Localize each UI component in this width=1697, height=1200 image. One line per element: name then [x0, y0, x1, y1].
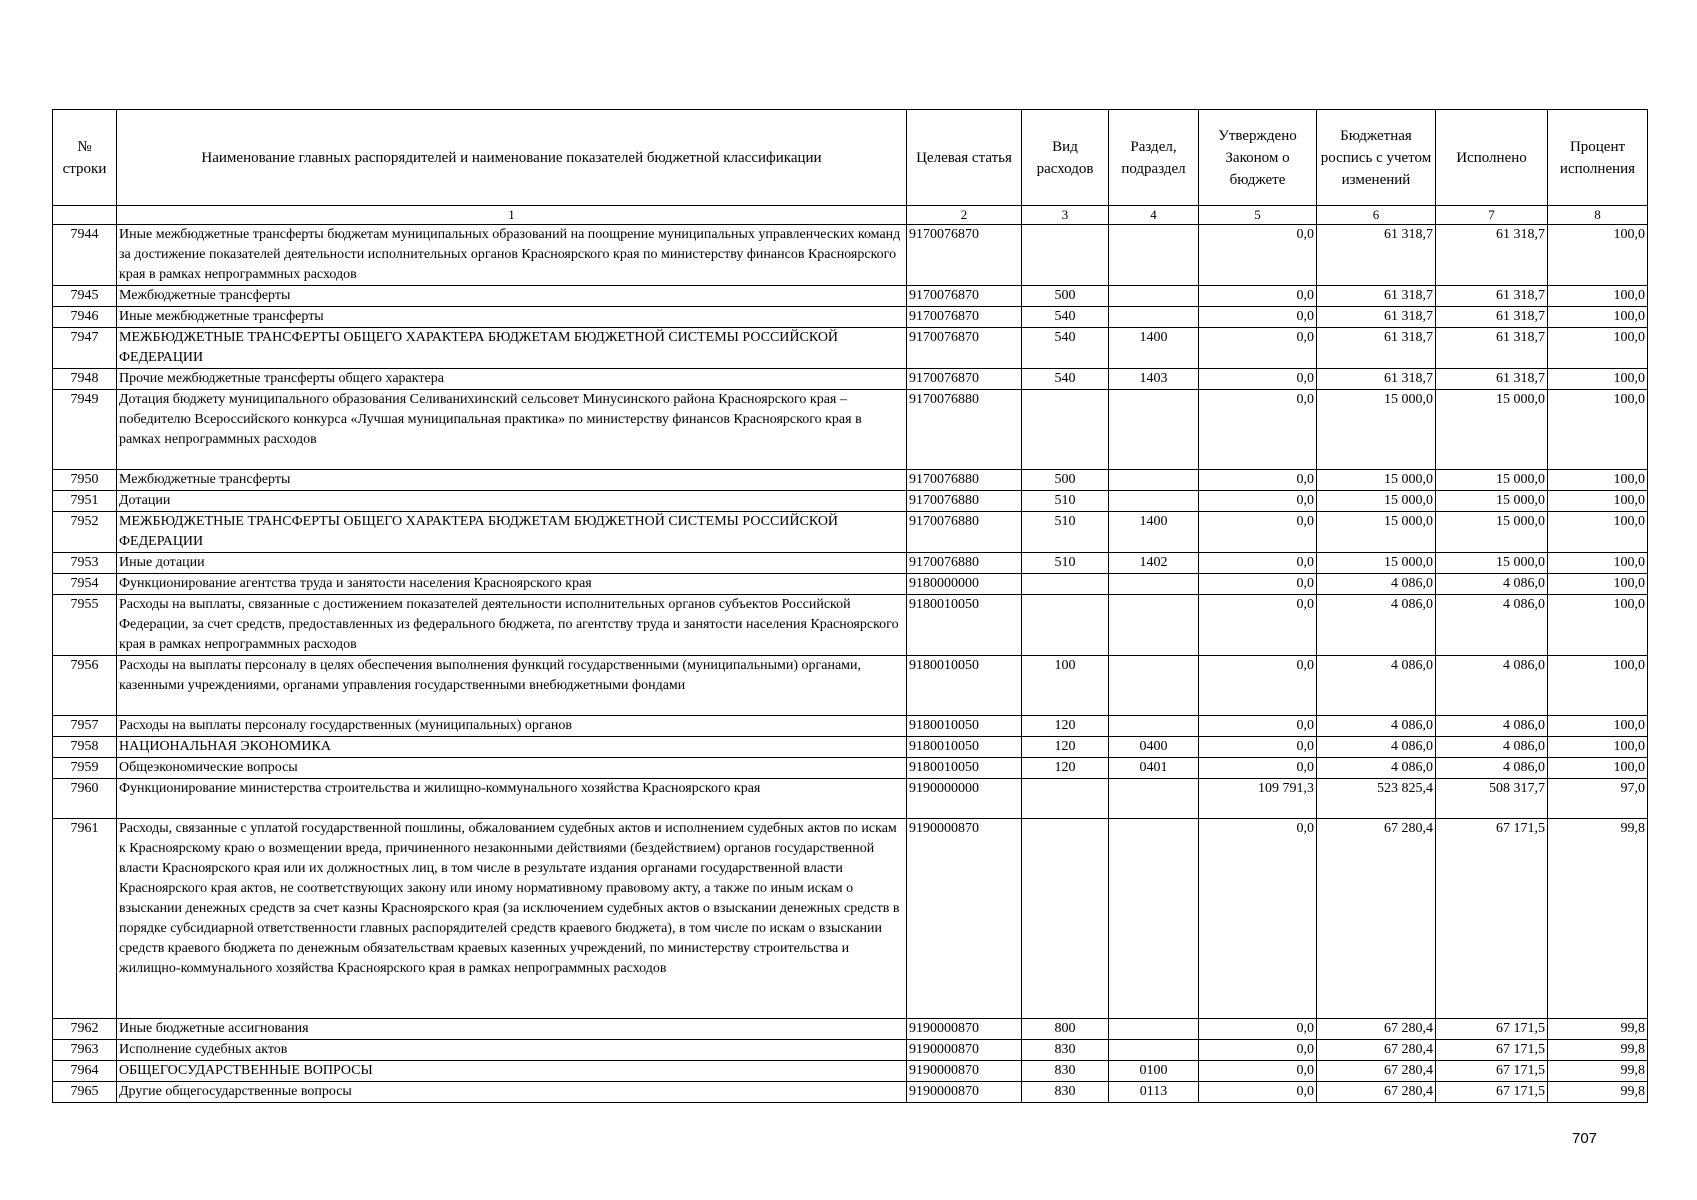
row-target-article: 9190000870 — [907, 819, 1022, 1019]
row-section — [1109, 819, 1199, 1019]
row-expense-type — [1022, 595, 1109, 656]
column-number: 2 — [907, 206, 1022, 225]
row-expense-type — [1022, 225, 1109, 286]
row-approved: 0,0 — [1199, 512, 1317, 553]
row-name: Иные межбюджетные трансферты — [117, 307, 907, 328]
row-number: 7960 — [53, 779, 117, 819]
row-percent: 99,8 — [1548, 1019, 1648, 1040]
row-expense-type: 830 — [1022, 1061, 1109, 1082]
row-number: 7955 — [53, 595, 117, 656]
row-target-article: 9190000870 — [907, 1019, 1022, 1040]
table-header-row — [53, 110, 1648, 206]
table-row — [53, 225, 1648, 286]
row-executed: 15 000,0 — [1436, 512, 1548, 553]
row-target-article: 9170076870 — [907, 286, 1022, 307]
row-expense-type — [1022, 779, 1109, 819]
row-section — [1109, 491, 1199, 512]
row-percent: 100,0 — [1548, 286, 1648, 307]
row-budget-schedule: 61 318,7 — [1317, 328, 1436, 369]
row-executed: 61 318,7 — [1436, 225, 1548, 286]
row-target-article: 9170076870 — [907, 369, 1022, 390]
row-name: Межбюджетные трансферты — [117, 286, 907, 307]
row-approved: 0,0 — [1199, 307, 1317, 328]
column-number-blank — [53, 206, 117, 225]
row-name: ОБЩЕГОСУДАРСТВЕННЫЕ ВОПРОСЫ — [117, 1061, 907, 1082]
row-budget-schedule: 67 280,4 — [1317, 1061, 1436, 1082]
table-row — [53, 390, 1648, 470]
row-expense-type: 510 — [1022, 491, 1109, 512]
table-row — [53, 470, 1648, 491]
row-executed: 4 086,0 — [1436, 716, 1548, 737]
table-row — [53, 656, 1648, 716]
row-percent: 100,0 — [1548, 369, 1648, 390]
row-number: 7946 — [53, 307, 117, 328]
row-percent: 99,8 — [1548, 819, 1648, 1019]
row-budget-schedule: 4 086,0 — [1317, 574, 1436, 595]
row-approved: 0,0 — [1199, 716, 1317, 737]
column-number: 5 — [1199, 206, 1317, 225]
row-budget-schedule: 61 318,7 — [1317, 286, 1436, 307]
row-number: 7952 — [53, 512, 117, 553]
row-expense-type: 830 — [1022, 1040, 1109, 1061]
header-target-article: Целевая статья — [907, 110, 1022, 206]
row-executed: 67 171,5 — [1436, 819, 1548, 1019]
row-target-article: 9170076870 — [907, 225, 1022, 286]
row-approved: 0,0 — [1199, 286, 1317, 307]
row-name: Расходы на выплаты, связанные с достижением показателей деятельности исполнительных органов субъектов Российской Федерации, за счет средств, предоставленных из федерального бюджета, по агентству труда и занятости населения Красноярского края в рамках непрограммных расходов — [117, 595, 907, 656]
row-budget-schedule: 4 086,0 — [1317, 716, 1436, 737]
row-name: Расходы, связанные с уплатой государственной пошлины, обжалованием судебных актов и исполнением судебных актов по искам к Красноярскому краю о возмещении вреда, причиненного незаконными действиями (бездействием) органов государственной власти Красноярского края или их должностных лиц, в том числе в результате издания органами государственной власти Красноярского края актов, не соответствующих закону или иному нормативному правовому акту, а также по иным искам о взыскании денежных средств за счет казны Красноярского края (за исключением судебных актов о взыскании денежных средств в порядке субсидиарной ответственности главных распорядителей средств краевого бюджета), в том числе по искам о взыскании средств краевого бюджета по денежным обязательствам краевых казенных учреждений, по министерству строительства и жилищно-коммунального хозяйства Красноярского края в рамках непрограммных расходов — [117, 819, 907, 1019]
row-target-article: 9170076880 — [907, 553, 1022, 574]
row-name: Межбюджетные трансферты — [117, 470, 907, 491]
table-row — [53, 512, 1648, 553]
row-expense-type — [1022, 390, 1109, 470]
row-executed: 4 086,0 — [1436, 574, 1548, 595]
row-section: 1400 — [1109, 328, 1199, 369]
row-executed: 15 000,0 — [1436, 553, 1548, 574]
row-executed: 61 318,7 — [1436, 286, 1548, 307]
row-number: 7945 — [53, 286, 117, 307]
row-expense-type: 830 — [1022, 1082, 1109, 1103]
row-number: 7954 — [53, 574, 117, 595]
table-row — [53, 369, 1648, 390]
row-executed: 4 086,0 — [1436, 758, 1548, 779]
row-percent: 99,8 — [1548, 1061, 1648, 1082]
row-section — [1109, 716, 1199, 737]
row-target-article: 9180010050 — [907, 737, 1022, 758]
row-executed: 67 171,5 — [1436, 1040, 1548, 1061]
header-budget-schedule: Бюджетная роспись с учетом изменений — [1317, 110, 1436, 206]
row-percent: 100,0 — [1548, 574, 1648, 595]
table-row — [53, 819, 1648, 1019]
row-budget-schedule: 67 280,4 — [1317, 1019, 1436, 1040]
header-expense-type: Вид расходов — [1022, 110, 1109, 206]
row-executed: 4 086,0 — [1436, 737, 1548, 758]
row-percent: 100,0 — [1548, 512, 1648, 553]
budget-execution-table — [52, 109, 1648, 1103]
row-number: 7956 — [53, 656, 117, 716]
row-percent: 99,8 — [1548, 1082, 1648, 1103]
row-approved: 0,0 — [1199, 390, 1317, 470]
row-section — [1109, 470, 1199, 491]
row-section: 0113 — [1109, 1082, 1199, 1103]
row-name: Прочие межбюджетные трансферты общего характера — [117, 369, 907, 390]
table-row — [53, 307, 1648, 328]
row-approved: 0,0 — [1199, 470, 1317, 491]
table-row — [53, 491, 1648, 512]
row-name: Иные межбюджетные трансферты бюджетам муниципальных образований на поощрение муниципальных управленческих команд за достижение показателей деятельности исполнительных органов Красноярского края по министерству финансов Красноярского края в рамках непрограммных расходов — [117, 225, 907, 286]
row-expense-type: 120 — [1022, 737, 1109, 758]
table-row — [53, 1019, 1648, 1040]
row-target-article: 9180010050 — [907, 716, 1022, 737]
row-name: МЕЖБЮДЖЕТНЫЕ ТРАНСФЕРТЫ ОБЩЕГО ХАРАКТЕРА БЮДЖЕТАМ БЮДЖЕТНОЙ СИСТЕМЫ РОССИЙСКОЙ ФЕДЕРАЦИИ — [117, 328, 907, 369]
row-expense-type: 500 — [1022, 286, 1109, 307]
row-expense-type — [1022, 819, 1109, 1019]
row-expense-type: 510 — [1022, 512, 1109, 553]
page-number: 707 — [1572, 1130, 1598, 1147]
row-approved: 0,0 — [1199, 595, 1317, 656]
column-number-row — [53, 206, 1648, 225]
row-percent: 100,0 — [1548, 470, 1648, 491]
row-executed: 67 171,5 — [1436, 1019, 1548, 1040]
row-expense-type: 540 — [1022, 369, 1109, 390]
row-executed: 15 000,0 — [1436, 390, 1548, 470]
row-percent: 100,0 — [1548, 737, 1648, 758]
row-approved: 0,0 — [1199, 574, 1317, 595]
row-budget-schedule: 15 000,0 — [1317, 491, 1436, 512]
row-section: 0400 — [1109, 737, 1199, 758]
row-expense-type — [1022, 574, 1109, 595]
row-section — [1109, 286, 1199, 307]
column-number: 3 — [1022, 206, 1109, 225]
row-number: 7950 — [53, 470, 117, 491]
table-row — [53, 758, 1648, 779]
table-row — [53, 1040, 1648, 1061]
row-percent: 100,0 — [1548, 328, 1648, 369]
column-number: 4 — [1109, 206, 1199, 225]
row-percent: 100,0 — [1548, 307, 1648, 328]
row-executed: 67 171,5 — [1436, 1061, 1548, 1082]
row-target-article: 9190000870 — [907, 1082, 1022, 1103]
row-name: Дотации — [117, 491, 907, 512]
row-approved: 0,0 — [1199, 758, 1317, 779]
row-number: 7944 — [53, 225, 117, 286]
row-percent: 100,0 — [1548, 553, 1648, 574]
row-budget-schedule: 67 280,4 — [1317, 1082, 1436, 1103]
row-approved: 0,0 — [1199, 553, 1317, 574]
row-section: 0401 — [1109, 758, 1199, 779]
row-target-article: 9170076880 — [907, 512, 1022, 553]
row-name: Расходы на выплаты персоналу государственных (муниципальных) органов — [117, 716, 907, 737]
row-section: 1403 — [1109, 369, 1199, 390]
row-section — [1109, 225, 1199, 286]
row-target-article: 9180010050 — [907, 758, 1022, 779]
row-percent: 100,0 — [1548, 716, 1648, 737]
row-section — [1109, 1019, 1199, 1040]
row-section: 1400 — [1109, 512, 1199, 553]
row-budget-schedule: 15 000,0 — [1317, 390, 1436, 470]
row-expense-type: 540 — [1022, 328, 1109, 369]
row-approved: 0,0 — [1199, 491, 1317, 512]
row-name: МЕЖБЮДЖЕТНЫЕ ТРАНСФЕРТЫ ОБЩЕГО ХАРАКТЕРА БЮДЖЕТАМ БЮДЖЕТНОЙ СИСТЕМЫ РОССИЙСКОЙ ФЕДЕРАЦИИ — [117, 512, 907, 553]
table-row — [53, 716, 1648, 737]
row-percent: 100,0 — [1548, 491, 1648, 512]
row-approved: 109 791,3 — [1199, 779, 1317, 819]
row-target-article: 9170076880 — [907, 390, 1022, 470]
header-approved: Утверждено Законом о бюджете — [1199, 110, 1317, 206]
row-expense-type: 800 — [1022, 1019, 1109, 1040]
row-number: 7961 — [53, 819, 117, 1019]
row-budget-schedule: 4 086,0 — [1317, 595, 1436, 656]
header-row-number: № строки — [53, 110, 117, 206]
row-number: 7947 — [53, 328, 117, 369]
row-expense-type: 510 — [1022, 553, 1109, 574]
row-number: 7957 — [53, 716, 117, 737]
row-name: Иные дотации — [117, 553, 907, 574]
table-row — [53, 1061, 1648, 1082]
header-executed: Исполнено — [1436, 110, 1548, 206]
table-row — [53, 737, 1648, 758]
row-budget-schedule: 67 280,4 — [1317, 819, 1436, 1019]
row-approved: 0,0 — [1199, 819, 1317, 1019]
row-approved: 0,0 — [1199, 1040, 1317, 1061]
row-number: 7962 — [53, 1019, 117, 1040]
row-percent: 100,0 — [1548, 595, 1648, 656]
row-executed: 67 171,5 — [1436, 1082, 1548, 1103]
row-number: 7953 — [53, 553, 117, 574]
column-number: 1 — [117, 206, 907, 225]
row-approved: 0,0 — [1199, 1082, 1317, 1103]
row-executed: 15 000,0 — [1436, 491, 1548, 512]
row-target-article: 9190000000 — [907, 779, 1022, 819]
row-executed: 61 318,7 — [1436, 328, 1548, 369]
row-approved: 0,0 — [1199, 225, 1317, 286]
row-budget-schedule: 4 086,0 — [1317, 758, 1436, 779]
row-name: Другие общегосударственные вопросы — [117, 1082, 907, 1103]
table-row — [53, 595, 1648, 656]
row-expense-type: 120 — [1022, 758, 1109, 779]
row-approved: 0,0 — [1199, 1061, 1317, 1082]
table-body — [53, 225, 1648, 1103]
row-name: Функционирование министерства строительства и жилищно-коммунального хозяйства Красноярского края — [117, 779, 907, 819]
row-budget-schedule: 61 318,7 — [1317, 225, 1436, 286]
row-percent: 99,8 — [1548, 1040, 1648, 1061]
header-percent: Процент исполнения — [1548, 110, 1648, 206]
row-name: НАЦИОНАЛЬНАЯ ЭКОНОМИКА — [117, 737, 907, 758]
row-section — [1109, 1040, 1199, 1061]
row-percent: 100,0 — [1548, 390, 1648, 470]
row-section: 1402 — [1109, 553, 1199, 574]
row-section — [1109, 656, 1199, 716]
row-expense-type: 500 — [1022, 470, 1109, 491]
table-row — [53, 1082, 1648, 1103]
row-target-article: 9170076870 — [907, 307, 1022, 328]
row-name: Дотация бюджету муниципального образования Селиванихинский сельсовет Минусинского района Красноярского края – победителю Всероссийского конкурса «Лучшая муниципальная практика» по министерству финансов Красноярского края в рамках непрограммных расходов — [117, 390, 907, 470]
table-row — [53, 286, 1648, 307]
column-number: 8 — [1548, 206, 1648, 225]
row-approved: 0,0 — [1199, 656, 1317, 716]
row-name: Иные бюджетные ассигнования — [117, 1019, 907, 1040]
row-number: 7948 — [53, 369, 117, 390]
row-approved: 0,0 — [1199, 737, 1317, 758]
row-target-article: 9180010050 — [907, 656, 1022, 716]
row-executed: 61 318,7 — [1436, 307, 1548, 328]
table-row — [53, 328, 1648, 369]
row-number: 7958 — [53, 737, 117, 758]
row-executed: 15 000,0 — [1436, 470, 1548, 491]
row-expense-type: 540 — [1022, 307, 1109, 328]
row-approved: 0,0 — [1199, 369, 1317, 390]
row-budget-schedule: 15 000,0 — [1317, 512, 1436, 553]
row-executed: 4 086,0 — [1436, 595, 1548, 656]
header-section: Раздел, подраздел — [1109, 110, 1199, 206]
row-budget-schedule: 61 318,7 — [1317, 307, 1436, 328]
row-executed: 4 086,0 — [1436, 656, 1548, 716]
row-percent: 97,0 — [1548, 779, 1648, 819]
row-target-article: 9170076880 — [907, 491, 1022, 512]
row-expense-type: 100 — [1022, 656, 1109, 716]
row-section: 0100 — [1109, 1061, 1199, 1082]
row-number: 7963 — [53, 1040, 117, 1061]
row-percent: 100,0 — [1548, 225, 1648, 286]
row-budget-schedule: 67 280,4 — [1317, 1040, 1436, 1061]
header-name: Наименование главных распорядителей и наименование показателей бюджетной классификации — [117, 110, 907, 206]
row-budget-schedule: 15 000,0 — [1317, 470, 1436, 491]
row-percent: 100,0 — [1548, 758, 1648, 779]
row-target-article: 9170076870 — [907, 328, 1022, 369]
row-budget-schedule: 523 825,4 — [1317, 779, 1436, 819]
row-approved: 0,0 — [1199, 328, 1317, 369]
row-executed: 508 317,7 — [1436, 779, 1548, 819]
table-row — [53, 553, 1648, 574]
row-section — [1109, 595, 1199, 656]
row-number: 7959 — [53, 758, 117, 779]
row-name: Расходы на выплаты персоналу в целях обеспечения выполнения функций государственными (муниципальными) органами, казенными учреждениями, органами управления государственными внебюджетными фондами — [117, 656, 907, 716]
row-name: Общеэкономические вопросы — [117, 758, 907, 779]
row-budget-schedule: 61 318,7 — [1317, 369, 1436, 390]
row-name: Функционирование агентства труда и занятости населения Красноярского края — [117, 574, 907, 595]
row-budget-schedule: 4 086,0 — [1317, 737, 1436, 758]
row-target-article: 9190000870 — [907, 1061, 1022, 1082]
row-target-article: 9170076880 — [907, 470, 1022, 491]
row-number: 7951 — [53, 491, 117, 512]
row-section — [1109, 779, 1199, 819]
row-budget-schedule: 15 000,0 — [1317, 553, 1436, 574]
row-target-article: 9190000870 — [907, 1040, 1022, 1061]
row-expense-type: 120 — [1022, 716, 1109, 737]
row-name: Исполнение судебных актов — [117, 1040, 907, 1061]
column-number: 7 — [1436, 206, 1548, 225]
row-section — [1109, 574, 1199, 595]
row-budget-schedule: 4 086,0 — [1317, 656, 1436, 716]
row-approved: 0,0 — [1199, 1019, 1317, 1040]
table-row — [53, 779, 1648, 819]
row-number: 7965 — [53, 1082, 117, 1103]
column-number: 6 — [1317, 206, 1436, 225]
row-executed: 61 318,7 — [1436, 369, 1548, 390]
row-target-article: 9180010050 — [907, 595, 1022, 656]
table-row — [53, 574, 1648, 595]
row-section — [1109, 307, 1199, 328]
row-number: 7949 — [53, 390, 117, 470]
row-percent: 100,0 — [1548, 656, 1648, 716]
row-number: 7964 — [53, 1061, 117, 1082]
row-section — [1109, 390, 1199, 470]
row-target-article: 9180000000 — [907, 574, 1022, 595]
